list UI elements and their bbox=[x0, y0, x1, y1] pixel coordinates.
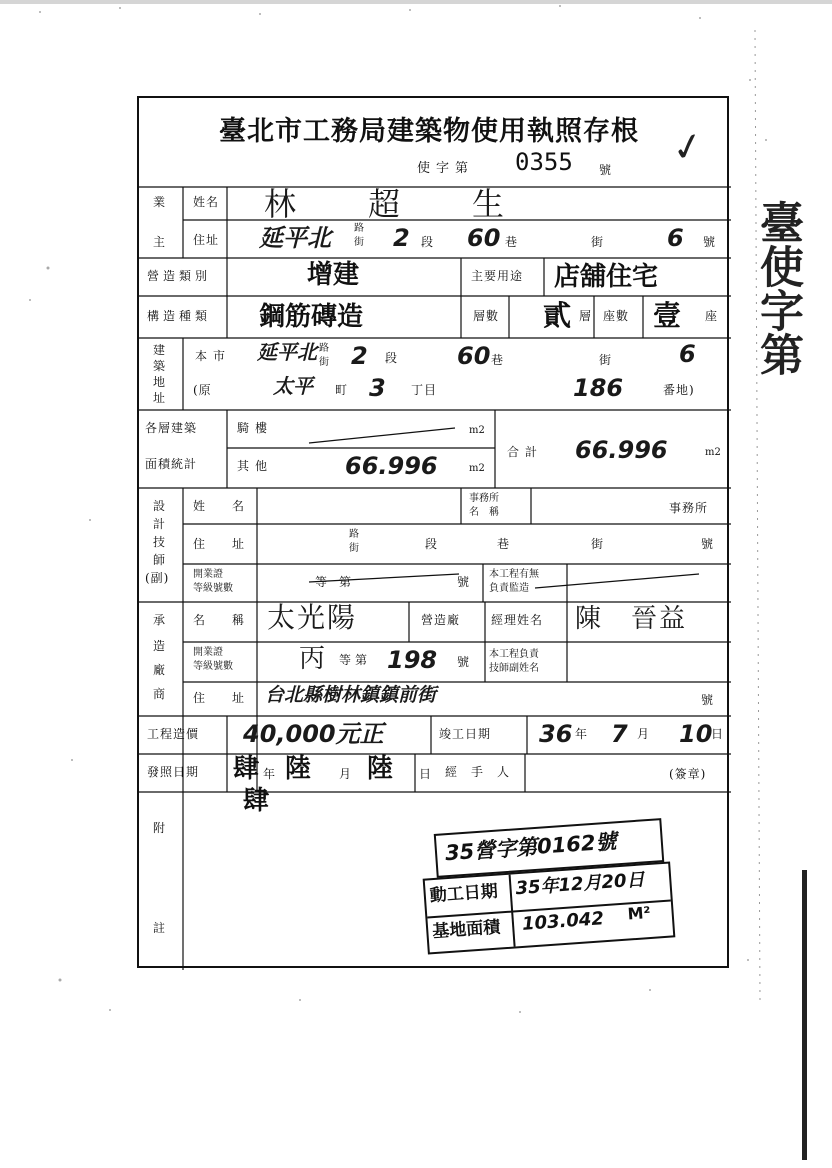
designer-office-suffix: 事務所 bbox=[669, 501, 709, 515]
area-total-unit: m2 bbox=[705, 447, 721, 458]
contractor-name-value: 太光陽 bbox=[267, 601, 358, 634]
site-label-1: 建 bbox=[153, 343, 167, 357]
issue-lbl-day: 日 bbox=[419, 767, 433, 781]
area-total-value: 66.996 bbox=[575, 436, 668, 464]
site-label-3: 地 bbox=[153, 375, 167, 389]
contractor-license-number: 198 bbox=[387, 646, 438, 674]
stamp-ref-text: 35營字第0162號 bbox=[444, 829, 618, 866]
site-lbl-jie: 街 bbox=[319, 357, 329, 368]
area-label-bottom: 面積統計 bbox=[145, 457, 198, 471]
owner-name-value: 林 超 生 bbox=[264, 185, 525, 223]
floors-value: 貳 bbox=[543, 299, 572, 332]
site-lbl-jie2: 街 bbox=[599, 353, 613, 367]
contractor-lbl-deng: 等 bbox=[339, 653, 353, 667]
designer-lbl-xiang: 巷 bbox=[497, 537, 511, 551]
contractor-label-1: 承 bbox=[153, 613, 167, 627]
site-label-4: 址 bbox=[153, 391, 167, 405]
issue-lbl-year: 年 bbox=[263, 767, 277, 781]
contractor-manager-label: 經理姓名 bbox=[491, 613, 544, 627]
contractor-tech-label-top: 本工程負責 bbox=[489, 649, 539, 660]
contractor-lbl-di: 第 bbox=[355, 653, 369, 667]
site-lbl-duan: 段 bbox=[385, 351, 399, 365]
area-row1-unit: m2 bbox=[469, 425, 485, 436]
site-lbl-chome: 丁目 bbox=[411, 383, 438, 397]
permit-number: 0355 bbox=[515, 148, 573, 176]
designer-supervisor-label-top: 本工程有無 bbox=[489, 569, 539, 580]
permit-prefix: 使字第 bbox=[417, 161, 475, 176]
designer-lbl-deng: 等 bbox=[315, 575, 329, 589]
area-row2-label: 其他 bbox=[237, 459, 274, 473]
site-city-label: 本市 bbox=[195, 349, 232, 363]
site-lot: 186 bbox=[573, 374, 624, 402]
site-hao: 6 bbox=[679, 340, 696, 368]
designer-lbl-jie2: 街 bbox=[591, 537, 605, 551]
start-label: 動工日期 bbox=[429, 881, 499, 907]
site-orig-label: (原 bbox=[193, 383, 212, 397]
designer-license-label-bottom: 等級號數 bbox=[193, 583, 233, 594]
site-lbl-xiang: 巷 bbox=[491, 353, 505, 367]
site-label-2: 築 bbox=[153, 359, 167, 373]
completion-lbl-day: 日 bbox=[711, 727, 725, 741]
completion-label: 竣工日期 bbox=[439, 727, 492, 741]
designer-label-5: (副) bbox=[145, 571, 170, 585]
issue-seal-label: (簽章) bbox=[669, 767, 707, 781]
cost-value: 40,000元正 bbox=[243, 720, 384, 748]
owner-lbl-xiang: 巷 bbox=[505, 235, 519, 249]
contractor-name-suffix: 營造廠 bbox=[421, 613, 461, 627]
contractor-license-label-bottom: 等級號數 bbox=[193, 661, 233, 672]
completion-month: 7 bbox=[611, 720, 628, 748]
main-use-label: 主要用途 bbox=[471, 269, 524, 283]
area-row2-value: 66.996 bbox=[345, 452, 438, 480]
area-row1-label: 騎樓 bbox=[237, 421, 274, 435]
designer-label-1: 設 bbox=[153, 499, 167, 513]
site-lbl-ting: 町 bbox=[335, 383, 349, 397]
check-mark-icon: ✓ bbox=[667, 122, 709, 172]
completion-year: 36 bbox=[539, 720, 573, 748]
contractor-license-grade: 丙 bbox=[299, 644, 328, 674]
issue-label: 發照日期 bbox=[147, 765, 200, 779]
owner-addr-xiang: 60 bbox=[467, 224, 501, 252]
designer-lbl-hao: 號 bbox=[701, 537, 715, 551]
designer-office-label-top: 事務所 bbox=[469, 493, 499, 504]
designer-lbl-lu: 路 bbox=[349, 529, 359, 540]
completion-lbl-year: 年 bbox=[575, 727, 589, 741]
form-title: 臺北市工務局建築物使用執照存根 bbox=[219, 116, 639, 147]
start-value: 35年12月20日 bbox=[514, 869, 646, 900]
floors-count-value: 壹 bbox=[653, 299, 682, 332]
owner-addr-hao: 6 bbox=[667, 224, 684, 252]
contractor-label-2: 造 bbox=[153, 639, 167, 653]
issue-year-extra: 肆 bbox=[243, 786, 270, 816]
area-label-top: 各層建築 bbox=[145, 421, 198, 435]
permit-form bbox=[137, 96, 729, 968]
designer-label-2: 計 bbox=[153, 517, 167, 531]
designer-lbl-duan: 段 bbox=[425, 537, 439, 551]
site-road: 延平北 bbox=[257, 340, 317, 364]
issue-day: 陸 bbox=[367, 754, 394, 784]
contractor-label-3: 廠 bbox=[153, 663, 167, 677]
contractor-addr-suffix: 號 bbox=[701, 693, 715, 707]
designer-supervisor-label-bottom: 負責監造 bbox=[489, 583, 529, 594]
floors-label: 層數 bbox=[473, 309, 500, 323]
structure-label: 構造種類 bbox=[147, 309, 212, 323]
issue-month: 陸 bbox=[285, 754, 312, 784]
designer-license-label-top: 開業證 bbox=[193, 569, 223, 580]
completion-day: 10 bbox=[679, 720, 713, 748]
designer-lbl-license-hao: 號 bbox=[457, 575, 471, 589]
remarks-label-1: 附 bbox=[153, 821, 167, 835]
contractor-license-label-top: 開業證 bbox=[193, 647, 223, 658]
issue-year: 肆 bbox=[233, 754, 260, 784]
site-lbl-lot: 番地) bbox=[663, 383, 695, 397]
permit-suffix: 號 bbox=[599, 163, 613, 177]
issue-lbl-month: 月 bbox=[339, 767, 353, 781]
site-chome: 3 bbox=[369, 374, 386, 402]
base-unit: M² bbox=[626, 902, 652, 924]
owner-addr-duan: 2 bbox=[393, 224, 410, 252]
designer-name-label: 姓 名 bbox=[193, 499, 246, 513]
site-duan: 2 bbox=[351, 342, 368, 370]
contractor-lbl-license-hao: 號 bbox=[457, 655, 471, 669]
owner-name-label: 姓名 bbox=[193, 195, 220, 209]
side-column-text: 臺使字第 bbox=[752, 200, 803, 376]
site-lbl-lu: 路 bbox=[319, 343, 329, 354]
owner-addr-road: 延平北 bbox=[259, 224, 331, 252]
owner-group-label-1: 業 bbox=[153, 195, 167, 209]
area-total-label: 合計 bbox=[507, 445, 544, 459]
owner-addr-label: 住址 bbox=[193, 233, 220, 247]
designer-office-label-bottom: 名 稱 bbox=[469, 507, 499, 518]
owner-group-label-2: 主 bbox=[153, 235, 167, 249]
owner-lbl-duan: 段 bbox=[421, 235, 435, 249]
owner-lbl-jie2: 街 bbox=[591, 235, 605, 249]
designer-lbl-jie: 街 bbox=[349, 543, 359, 554]
site-xiang: 60 bbox=[457, 342, 491, 370]
floors-count-label: 座數 bbox=[603, 309, 630, 323]
floors-count-unit: 座 bbox=[705, 309, 719, 323]
owner-lbl-hao: 號 bbox=[703, 235, 717, 249]
contractor-name-label: 名 稱 bbox=[193, 613, 246, 627]
owner-lbl-jie: 街 bbox=[354, 237, 364, 248]
issue-handler-label: 經 手 人 bbox=[445, 765, 511, 779]
area-row2-unit: m2 bbox=[469, 463, 485, 474]
contractor-manager-value: 陳 晉益 bbox=[575, 604, 688, 634]
floors-unit: 層 bbox=[579, 309, 593, 323]
designer-addr-label: 住 址 bbox=[193, 537, 246, 551]
designer-label-3: 技 bbox=[153, 535, 167, 549]
designer-label-4: 師 bbox=[153, 553, 167, 567]
contractor-addr-label: 住 址 bbox=[193, 691, 246, 705]
site-town: 太平 bbox=[273, 374, 313, 398]
contractor-tech-label-bottom: 技師副姓名 bbox=[489, 663, 539, 674]
owner-lbl-lu: 路 bbox=[354, 223, 364, 234]
remarks-label-2: 註 bbox=[153, 921, 167, 935]
structure-stamp: 鋼筋磚造 bbox=[259, 302, 364, 332]
contractor-addr-value: 台北縣樹林鎮鎮前街 bbox=[265, 684, 437, 706]
construction-category-stamp: 增建 bbox=[307, 260, 360, 290]
designer-lbl-di: 第 bbox=[339, 575, 353, 589]
cost-label: 工程造價 bbox=[147, 727, 200, 741]
completion-lbl-month: 月 bbox=[637, 727, 651, 741]
main-use-stamp: 店舖住宅 bbox=[554, 262, 659, 292]
base-label: 基地面積 bbox=[431, 917, 501, 943]
construction-category-label: 營造類別 bbox=[147, 269, 212, 283]
base-value: 103.042 bbox=[521, 908, 605, 935]
contractor-label-4: 商 bbox=[153, 687, 167, 701]
